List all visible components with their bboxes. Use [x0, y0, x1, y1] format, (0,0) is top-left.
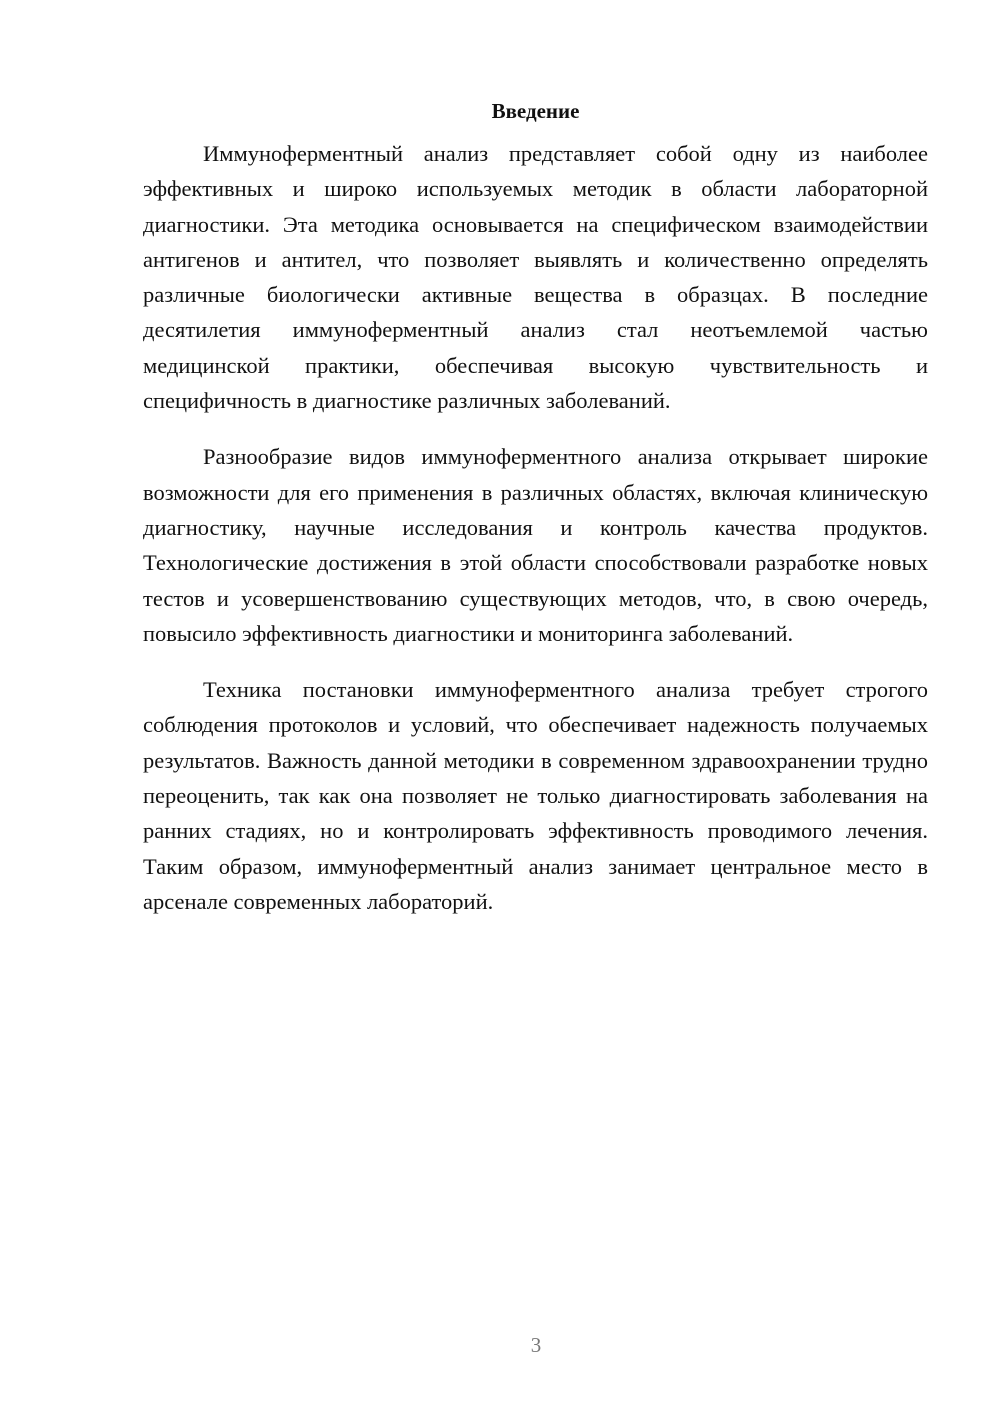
paragraph-3: Техника постановки иммуноферментного анализа требует строгого соблюдения протоколов и условий, что обеспечивает надежность получаемых результатов. Важность данной методики в современном здравоохранении трудно переоценить, так как она позволяет не только диагностировать заболевания на ранних стадиях, но и контролировать эффективность проводимого лечения. Таким образом, иммуноферментный анализ занимает центральное место в арсенале современных лабораторий. [143, 677, 928, 914]
section-heading: Введение [491, 99, 580, 123]
paragraph-2: Разнообразие видов иммуноферментного анализа открывает широкие возможности для его применения в различных областях, включая клиническую диагностику, научные исследования и контроль качества продуктов. Технологические достижения в этой области способствовали разработке новых тестов и усовершенствованию существующих методов, что, в свою очередь, повысило эффективность диагностики и мониторинга заболеваний. [143, 444, 928, 646]
paragraph-1: Иммуноферментный анализ представляет собой одну из наиболее эффективных и широко используемых методик в области лабораторной диагностики. Эта методика основывается на специфическом взаимодействии антигенов и антител, что позволяет выявлять и количественно определять различные биологически активные вещества в образцах. В последние десятилетия иммуноферментный анализ стал неотъемлемой частью медицинской практики, обеспечивая высокую чувствительность и специфичность в диагностике различных заболеваний. [143, 141, 928, 414]
page-content [143, 98, 928, 940]
page-number: 3 [530, 1333, 542, 1357]
